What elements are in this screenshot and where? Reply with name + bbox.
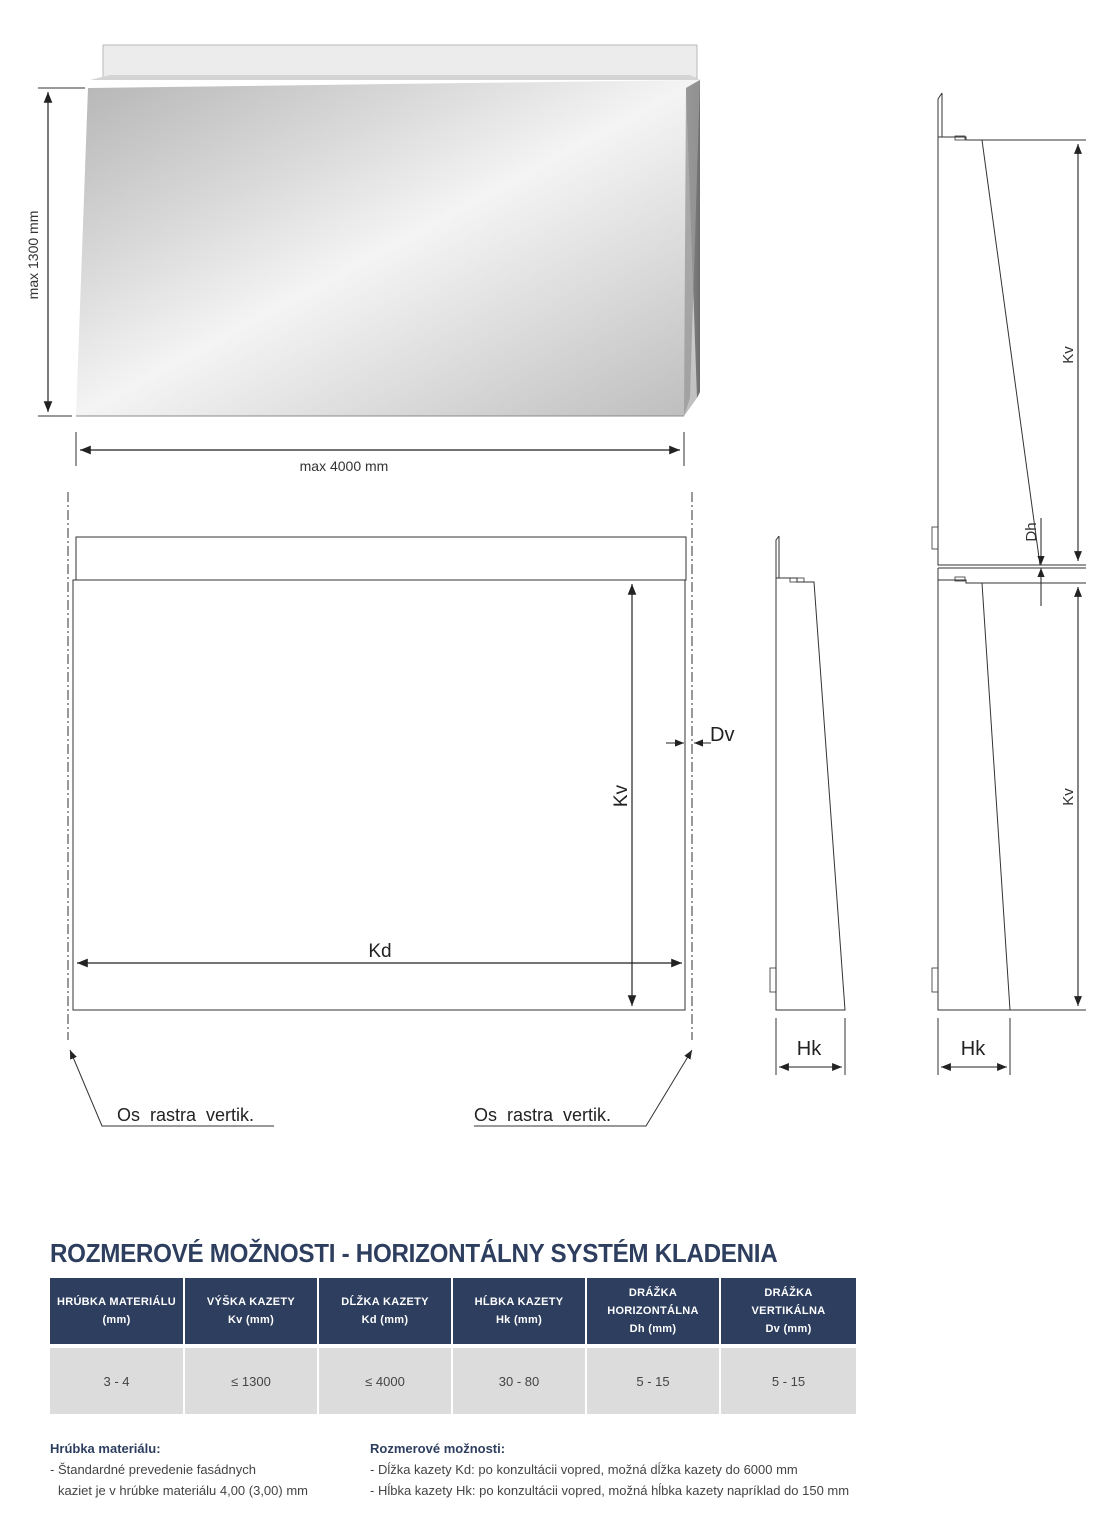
max-height-label: max 1300 mm	[25, 210, 41, 300]
notes-material-line: kaziet je v hrúbke materiálu 4,00 (3,00) mm	[58, 1483, 308, 1498]
dv-label: Dv	[710, 724, 735, 746]
section-profile-single	[770, 536, 845, 1075]
hk-label-double: Hk	[960, 1038, 986, 1060]
header-groove-horizontal: DRÁŽKA HORIZONTÁLNA Dh (mm)	[586, 1278, 720, 1344]
max-length-label: max 4000 mm	[299, 458, 389, 474]
hk-label-single: Hk	[796, 1038, 822, 1060]
notes-material-line: - Štandardné prevedenie fasádnych	[50, 1462, 256, 1477]
axis-label-left: Os rastra vertik.	[117, 1105, 255, 1125]
cell-material-thickness: 3 - 4	[50, 1348, 184, 1414]
kv-label-front: Kv	[611, 784, 632, 808]
cell-cassette-height: ≤ 1300	[184, 1348, 318, 1414]
kv-label-bottom: Kv	[1060, 788, 1077, 806]
notes-dimensions-line: - Dĺžka kazety Kd: po konzultácii vopred, možná dĺžka kazety do 6000 mm	[370, 1462, 798, 1477]
section-title: ROZMEROVÉ MOŽNOSTI - HORIZONTÁLNY SYSTÉM KLADENIA	[50, 1238, 778, 1268]
header-cassette-height: VÝŠKA KAZETY Kv (mm)	[184, 1278, 318, 1344]
header-cassette-length: DĹŽKA KAZETY Kd (mm)	[318, 1278, 452, 1344]
notes-material-heading: Hrúbka materiálu:	[50, 1441, 161, 1456]
notes-dimensions	[370, 1438, 849, 1501]
section-profile-double	[932, 93, 1086, 1075]
max-length-dimension	[76, 432, 684, 474]
front-elevation	[68, 492, 734, 1126]
notes-dimensions-line: - Hĺbka kazety Hk: po konzultácii vopred, možná hĺbka kazety napríklad do 150 mm	[370, 1483, 850, 1498]
header-material-thickness: HRÚBKA MATERIÁLU (mm)	[50, 1278, 184, 1344]
spec-table-row	[50, 1348, 856, 1414]
max-height-dimension	[25, 88, 85, 416]
notes-material	[50, 1438, 308, 1501]
cell-cassette-length: ≤ 4000	[318, 1348, 452, 1414]
header-groove-vertical: DRÁŽKA VERTIKÁLNA Dv (mm)	[720, 1278, 856, 1344]
cell-groove-horizontal: 5 - 15	[586, 1348, 720, 1414]
spec-table-header-row	[50, 1278, 856, 1344]
header-cassette-depth: HĹBKA KAZETY Hk (mm)	[452, 1278, 586, 1344]
kv-label-top: Kv	[1060, 346, 1077, 364]
cassette-3d-render	[76, 45, 700, 416]
axis-label-right: Os rastra vertik.	[474, 1105, 612, 1125]
cell-groove-vertical: 5 - 15	[720, 1348, 856, 1414]
cell-cassette-depth: 30 - 80	[452, 1348, 586, 1414]
kd-label: Kd	[368, 941, 392, 962]
spec-table	[50, 1278, 856, 1414]
notes-dimensions-heading: Rozmerové možnosti:	[370, 1441, 506, 1456]
dh-label: Dh	[1023, 522, 1040, 542]
